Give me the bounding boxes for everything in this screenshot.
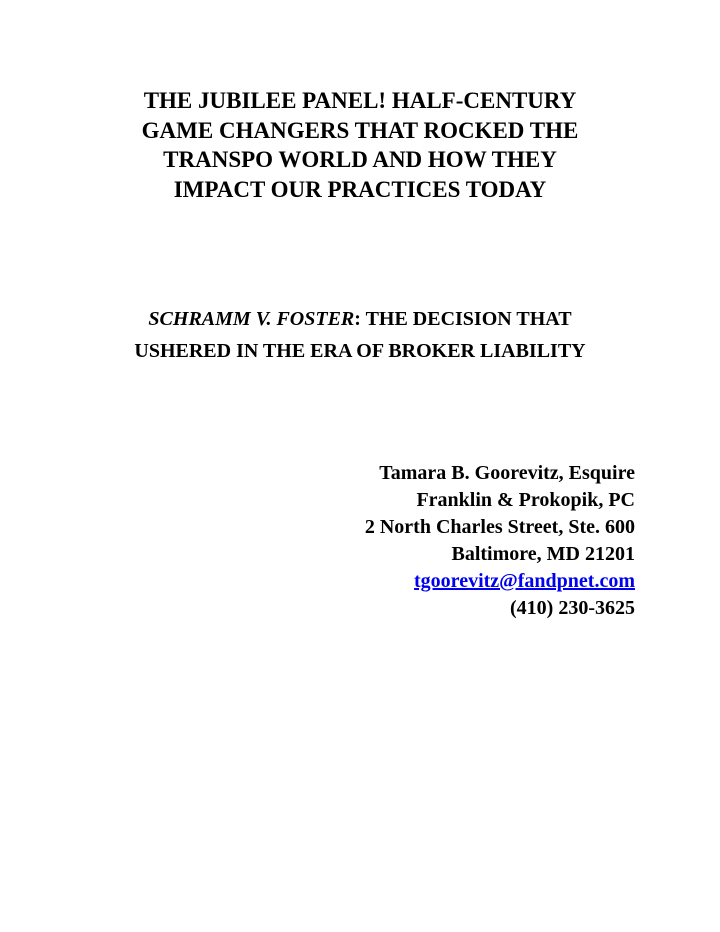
author-city: Baltimore, MD 21201 (451, 543, 635, 565)
title-line-2: GAME CHANGERS THAT ROCKED THE (141, 117, 579, 143)
title-line-4: IMPACT OUR PRACTICES TODAY (173, 176, 547, 202)
author-email-link[interactable]: tgoorevitz@fandpnet.com (414, 570, 635, 592)
subtitle-line-1 (40, 303, 680, 335)
subtitle-line-2: USHERED IN THE ERA OF BROKER LIABILITY (134, 340, 586, 362)
author-email-line (365, 568, 635, 595)
author-firm: Franklin & Prokopik, PC (416, 489, 635, 511)
author-contact-block (365, 460, 635, 622)
document-subtitle (40, 303, 680, 367)
author-name: Tamara B. Goorevitz, Esquire (379, 462, 635, 484)
document-title (60, 86, 660, 204)
title-line-1: THE JUBILEE PANEL! HALF-CENTURY (143, 88, 577, 113)
author-phone: (410) 230-3625 (510, 597, 635, 619)
subtitle-line-1-rest: : THE DECISION THAT (354, 308, 572, 330)
title-line-3: TRANSPO WORLD AND HOW THEY (163, 147, 557, 172)
author-street: 2 North Charles Street, Ste. 600 (364, 516, 635, 538)
case-name: SCHRAMM V. FOSTER (148, 308, 355, 330)
